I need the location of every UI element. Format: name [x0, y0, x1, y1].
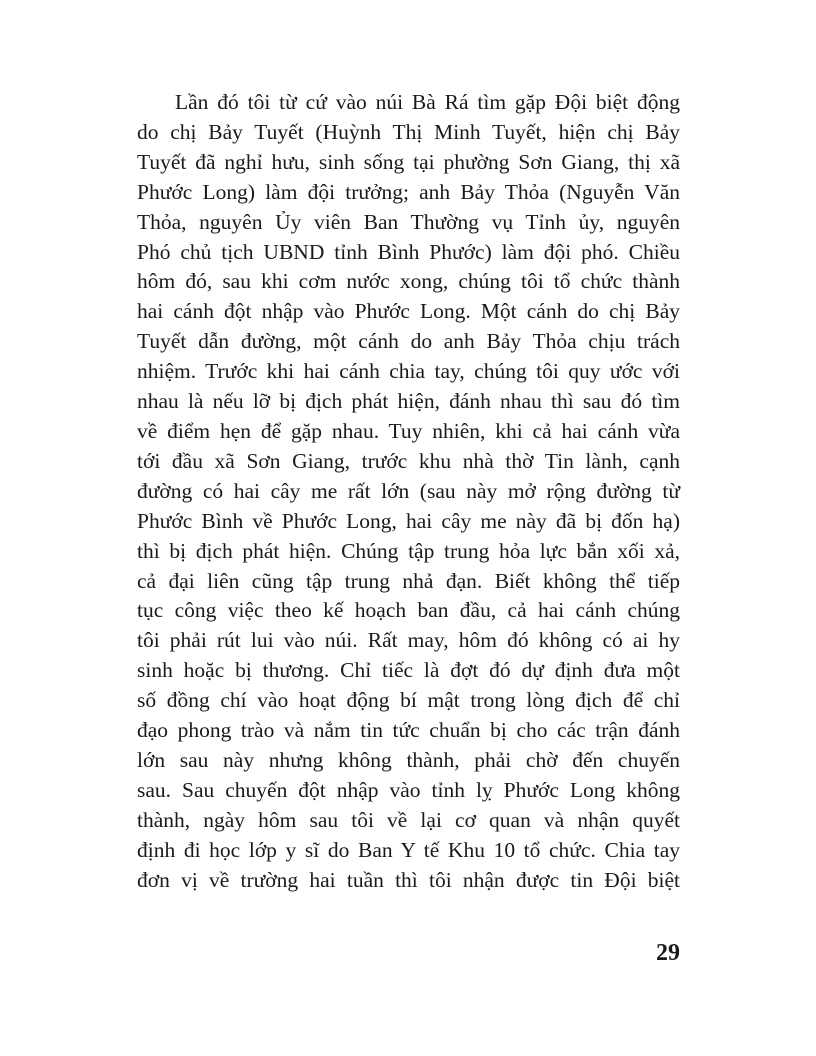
text-line: Phước Long) làm đội trưởng; anh Bảy Thỏa (Nguyễn Văn — [137, 179, 680, 204]
text-line: số đồng chí vào hoạt động bí mật trong lòng địch để chỉ — [137, 688, 680, 713]
text-line: tôi phải rút lui vào núi. Rất may, hôm đó không có ai hy — [137, 628, 680, 653]
text-line: đơn vị về trường hai tuần thì tôi nhận được tin Đội biệt — [137, 867, 680, 892]
text-line: Thỏa, nguyên Ủy viên Ban Thường vụ Tỉnh ủy, nguyên — [137, 209, 680, 234]
text-line: đường có hai cây me rất lớn (sau này mở rộng đường từ — [137, 478, 680, 503]
text-line: nhiệm. Trước khi hai cánh chia tay, chúng tôi quy ước với — [137, 359, 680, 384]
text-line: nhau là nếu lỡ bị địch phát hiện, đánh nhau thì sau đó tìm — [137, 389, 680, 414]
text-line: tục công việc theo kế hoạch ban đầu, cả hai cánh chúng — [137, 598, 680, 623]
text-line: do chị Bảy Tuyết (Huỳnh Thị Minh Tuyết, hiện chị Bảy — [137, 119, 680, 144]
text-line: hai cánh đột nhập vào Phước Long. Một cánh do chị Bảy — [137, 299, 680, 324]
text-line: Phước Bình về Phước Long, hai cây me này đã bị đốn hạ) — [137, 508, 680, 533]
text-line: lớn sau này nhưng không thành, phải chờ đến chuyến — [137, 747, 680, 772]
body-text — [137, 88, 680, 895]
text-line: sau. Sau chuyến đột nhập vào tỉnh lỵ Phước Long không — [137, 777, 680, 802]
text-line: Tuyết đã nghỉ hưu, sinh sống tại phường Sơn Giang, thị xã — [137, 149, 680, 174]
text-line: tới đầu xã Sơn Giang, trước khu nhà thờ Tin lành, cạnh — [137, 448, 680, 473]
text-line: cả đại liên cũng tập trung nhả đạn. Biết không thể tiếp — [137, 568, 680, 593]
page-number: 29 — [656, 940, 680, 966]
text-line: Lần đó tôi từ cứ vào núi Bà Rá tìm gặp Đội biệt động — [175, 90, 680, 114]
text-line: hôm đó, sau khi cơm nước xong, chúng tôi tổ chức thành — [137, 269, 680, 294]
text-line: đạo phong trào và nắm tin tức chuẩn bị cho các trận đánh — [137, 718, 680, 743]
text-line: thì bị địch phát hiện. Chúng tập trung hỏa lực bắn xối xả, — [137, 538, 680, 563]
text-line: Tuyết dẫn đường, một cánh do anh Bảy Thỏa chịu trách — [137, 329, 680, 354]
text-line: về điểm hẹn để gặp nhau. Tuy nhiên, khi cả hai cánh vừa — [137, 418, 680, 443]
text-line: sinh hoặc bị thương. Chỉ tiếc là đợt đó dự định đưa một — [137, 658, 680, 683]
text-line: Phó chủ tịch UBND tỉnh Bình Phước) làm đội phó. Chiều — [137, 239, 680, 264]
text-line: thành, ngày hôm sau tôi về lại cơ quan và nhận quyết — [137, 807, 680, 832]
text-line: định đi học lớp y sĩ do Ban Y tế Khu 10 tổ chức. Chia tay — [137, 837, 680, 862]
